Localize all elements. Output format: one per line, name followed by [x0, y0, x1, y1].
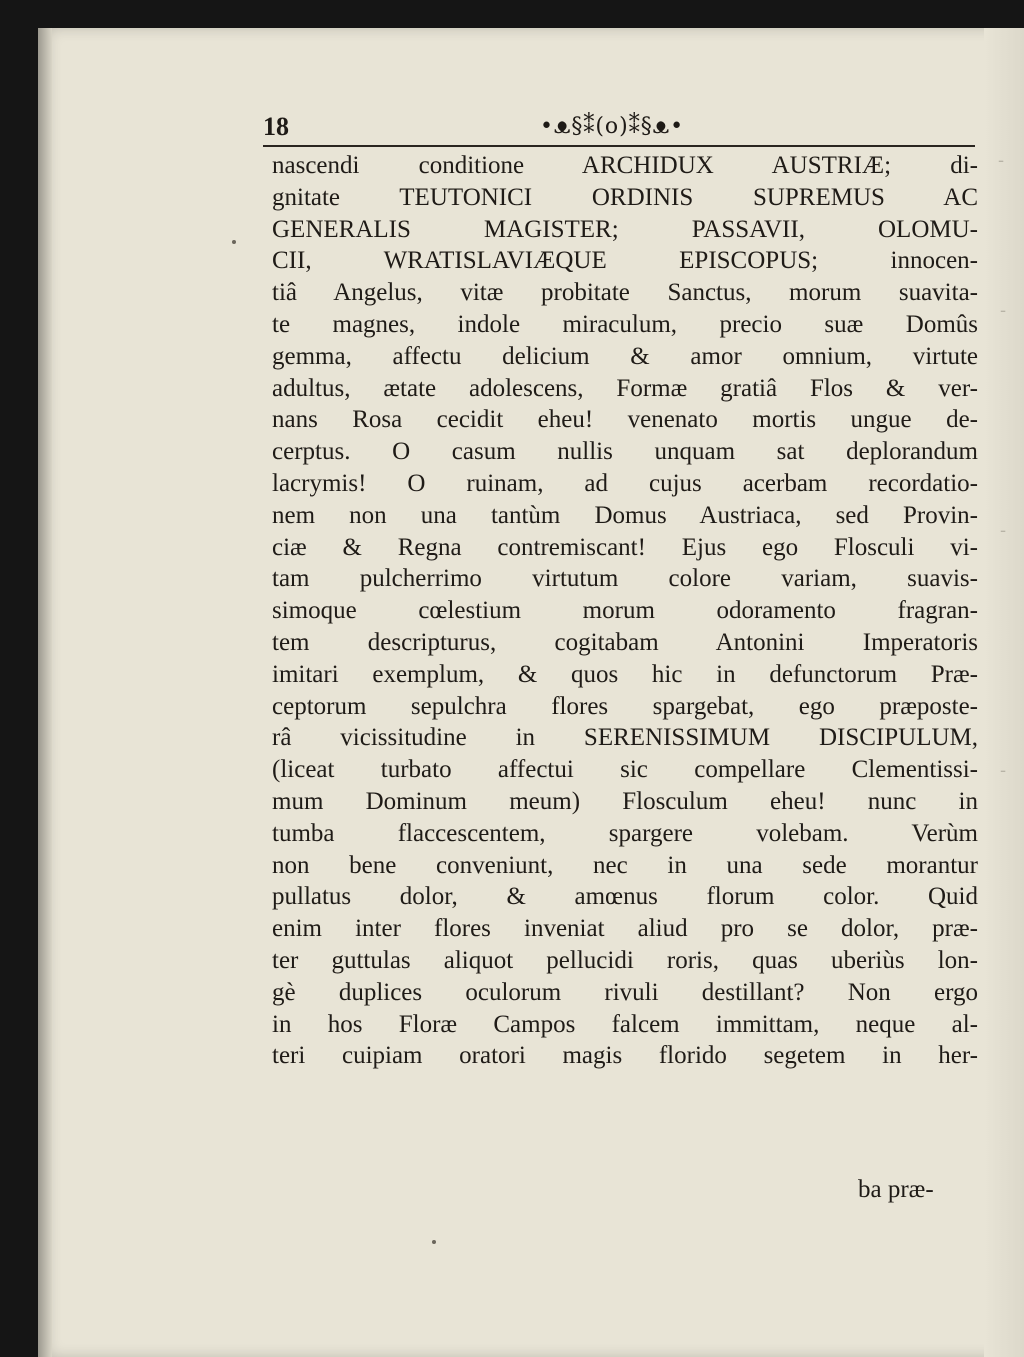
catchword: ba præ- — [858, 1176, 934, 1203]
page-right-edge — [984, 28, 1024, 1357]
ink-speck — [432, 1240, 436, 1244]
text-line: enim inter flores inveniat aliud pro se dolor, præ- — [272, 915, 978, 943]
text-line: ciæ & Regna contremiscant! Ejus ego Flosculi vi- — [272, 533, 978, 561]
header-ornament: •ᴥ§⁑(o)⁑§ᴥ• — [540, 114, 685, 139]
text-line: nascendi conditione ARCHIDUX AUSTRIÆ; di- — [272, 152, 978, 179]
text-line: ceptorum sepulchra flores spargebat, ego præposte- — [272, 692, 978, 720]
ink-speck — [232, 240, 236, 244]
text-line: GENERALIS MAGISTER; PASSAVII, OLOMU- — [272, 215, 978, 243]
text-line: adultus, ætate adolescens, Formæ gratiâ Flos & ver- — [272, 374, 978, 402]
bleed-through-mark: - — [1000, 760, 1007, 781]
page-gutter — [38, 28, 52, 1357]
text-line: in hos Floræ Campos falcem immittam, neque al- — [272, 1010, 978, 1038]
page-number: 18 — [263, 112, 289, 141]
text-line: mum Dominum meum) Flosculum eheu! nunc in — [272, 787, 978, 815]
text-line: (liceat turbato affectui sic compellare Clementissi- — [272, 756, 978, 784]
text-line: tem descripturus, cogitabam Antonini Imperatoris — [272, 628, 978, 656]
bleed-through-mark: - — [998, 150, 1005, 171]
text-line: tam pulcherrimo virtutum colore variam, suavis- — [272, 565, 978, 593]
text-line: gemma, affectu delicium & amor omnium, virtute — [272, 342, 978, 370]
text-line: non bene conveniunt, nec in una sede morantur — [272, 851, 978, 879]
text-line: gè duplices oculorum rivuli destillant? Non ergo — [272, 978, 978, 1006]
text-line: tumba flaccescentem, spargere volebam. Verùm — [272, 819, 978, 847]
text-line: cerptus. O casum nullis unquam sat deplorandum — [272, 438, 978, 466]
bleed-through-mark: - — [1000, 300, 1007, 321]
body-text — [272, 150, 978, 1072]
text-line: lacrymis! O ruinam, ad cujus acerbam recordatio- — [272, 469, 978, 497]
text-line: teri cuipiam oratori magis florido segetem in her- — [272, 1042, 978, 1070]
text-line: tiâ Angelus, vitæ probitate Sanctus, morum suavita- — [272, 279, 978, 307]
text-line: gnitate TEUTONICI ORDINIS SUPREMUS AC — [272, 183, 978, 211]
text-line: te magnes, indole miraculum, precio suæ Domûs — [272, 310, 978, 338]
text-line: nem non una tantùm Domus Austriaca, sed Provin- — [272, 501, 978, 529]
text-line: pullatus dolor, & amœnus florum color. Quid — [272, 883, 978, 911]
header-rule — [263, 145, 975, 147]
text-line: simoque cœlestium morum odoramento fragran- — [272, 597, 978, 625]
text-line: nans Rosa cecidit eheu! venenato mortis ungue de- — [272, 406, 978, 434]
bleed-through-mark: - — [1000, 520, 1007, 541]
text-line: râ vicissitudine in SERENISSIMUM DISCIPULUM, — [272, 724, 978, 752]
text-line: imitari exemplum, & quos hic in defunctorum Præ- — [272, 660, 978, 688]
text-line: CII, WRATISLAVIÆQUE EPISCOPUS; innocen- — [272, 247, 978, 275]
text-line: ter guttulas aliquot pellucidi roris, quas uberiùs lon- — [272, 946, 978, 974]
